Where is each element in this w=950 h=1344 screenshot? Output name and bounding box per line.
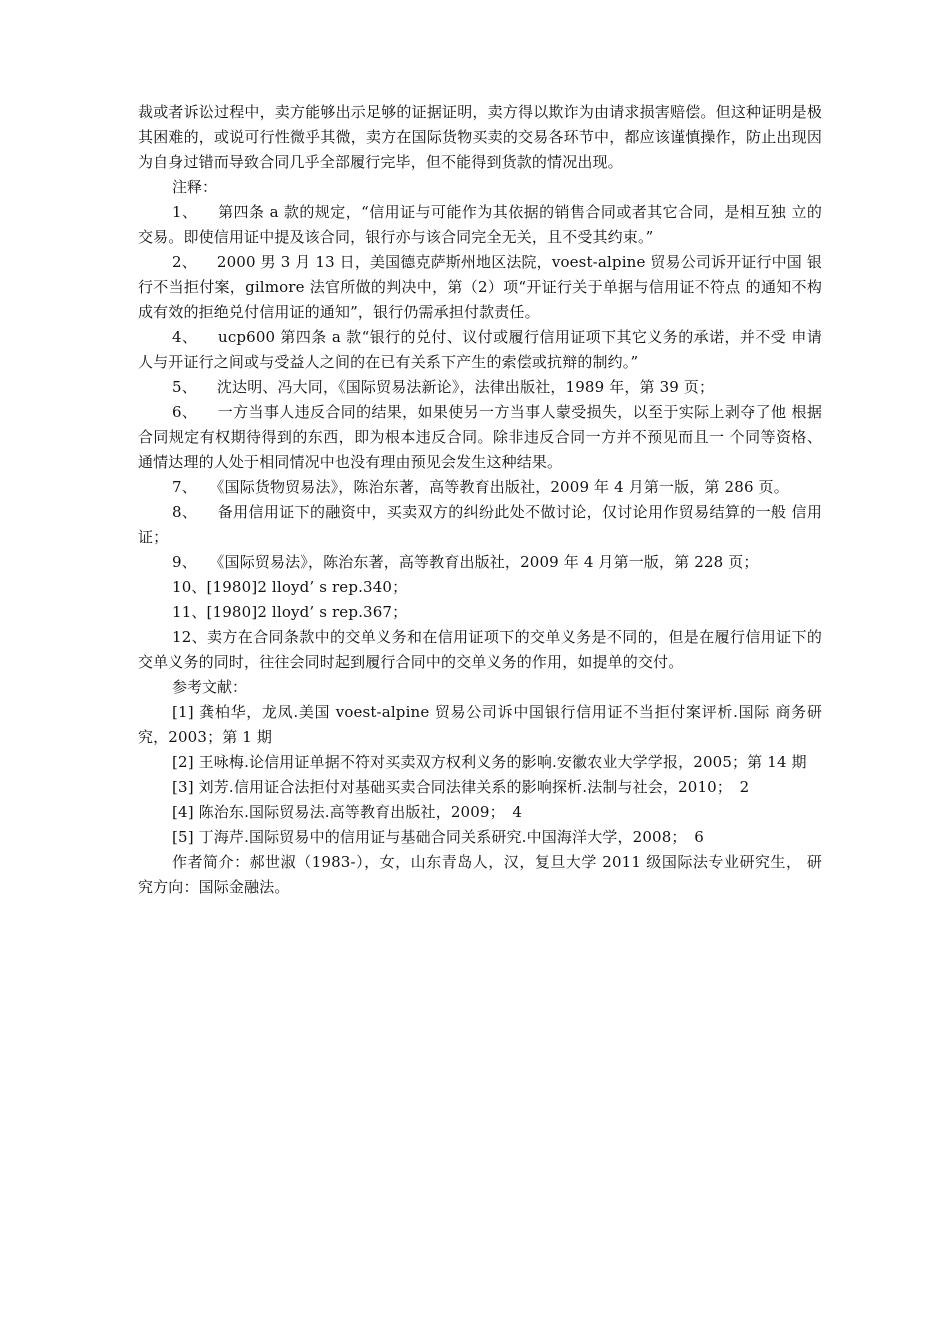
note-item: 1、 第四条 a 款的规定，“信用证与可能作为其依据的销售合同或者其它合同，是相互独 立的交易。即使信用证中提及该合同，银行亦与该合同完全无关，且不受其约束。” xyxy=(138,203,822,246)
reference-item: [2] 王咏梅.论信用证单据不符对买卖双方权利义务的影响.安徽农业大学学报，2005；第 14 期 xyxy=(172,753,807,771)
notes-list xyxy=(138,200,822,675)
note-item: 12、卖方在合同条款中的交单义务和在信用证项下的交单义务是不同的，但是在履行信用证下的交单义务的同时，往往会同时起到履行合同中的交单义务的作用，如提单的交付。 xyxy=(138,628,822,671)
note-item: 5、 沈达明、冯大同，《国际贸易法新论》，法律出版社，1989 年，第 39 页； xyxy=(172,378,715,396)
reference-item: [3] 刘芳.信用证合法拒付对基础买卖合同法律关系的影响探析.法制与社会，2010； 2 xyxy=(172,778,750,796)
note-item: 9、 《国际贸易法》，陈治东著，高等教育出版社，2009 年 4 月第一版，第 228 页； xyxy=(172,553,759,571)
intro-paragraph: 裁或者诉讼过程中，卖方能够出示足够的证据证明，卖方得以欺诈为由请求损害赔偿。但这种证明是极其困难的，或说可行性微乎其微，卖方在国际货物买卖的交易各环节中，都应该谨慎操作，防止出现因为自身过错而导致合同几乎全部履行完毕，但不能得到货款的情况出现。 xyxy=(138,103,822,171)
note-item: 11、[1980]2 lloyd’ s rep.367； xyxy=(172,603,408,621)
notes-heading: 注释： xyxy=(172,178,218,196)
note-item: 8、 备用信用证下的融资中，买卖双方的纠纷此处不做讨论，仅讨论用作贸易结算的一般 信用证； xyxy=(138,503,822,546)
note-item: 6、 一方当事人违反合同的结果，如果使另一方当事人蒙受损失，以至于实际上剥夺了他 根据合同规定有权期待得到的东西，即为根本违反合同。除非违反合同一方并不预见而且一 个同等资格、通情达理的人处于相同情况中也没有理由预见会发生这种结果。 xyxy=(138,403,822,471)
note-item: 10、[1980]2 lloyd’ s rep.340； xyxy=(172,578,408,596)
reference-item: [4] 陈治东.国际贸易法.高等教育出版社，2009； 4 xyxy=(172,803,523,821)
note-item: 4、 ucp600 第四条 a 款“银行的兑付、议付或履行信用证项下其它义务的承诺，并不受 申请人与开证行之间或与受益人之间的在已有关系下产生的索偿或抗辩的制约。” xyxy=(138,328,822,371)
note-item: 7、 《国际货物贸易法》，陈治东著，高等教育出版社，2009 年 4 月第一版，第 286 页。 xyxy=(172,478,789,496)
note-item: 2、 2000 男 3 月 13 日，美国德克萨斯州地区法院，voest-alpine 贸易公司诉开证行中国 银行不当拒付案，gilmore 法官所做的判决中，第（2）项“开证行关于单据与信用证不符点 的通知不构成有效的拒绝兑付信用证的通知”，银行仍需承担付款责任。 xyxy=(138,253,822,321)
reference-item: [5] 丁海芹.国际贸易中的信用证与基础合同关系研究.中国海洋大学，2008； 6 xyxy=(172,828,704,846)
reference-item: [1] 龚柏华，龙凤.美国 voest-alpine 贸易公司诉中国银行信用证不当拒付案评析.国际 商务研究，2003；第 1 期 xyxy=(138,703,822,746)
author-bio: 作者简介：郝世淑（1983-），女，山东青岛人，汉，复旦大学 2011 级国际法专业研究生， 研究方向：国际金融法。 xyxy=(138,853,822,896)
references-heading: 参考文献： xyxy=(172,678,248,696)
references-list xyxy=(138,700,822,850)
document-page xyxy=(138,100,822,900)
